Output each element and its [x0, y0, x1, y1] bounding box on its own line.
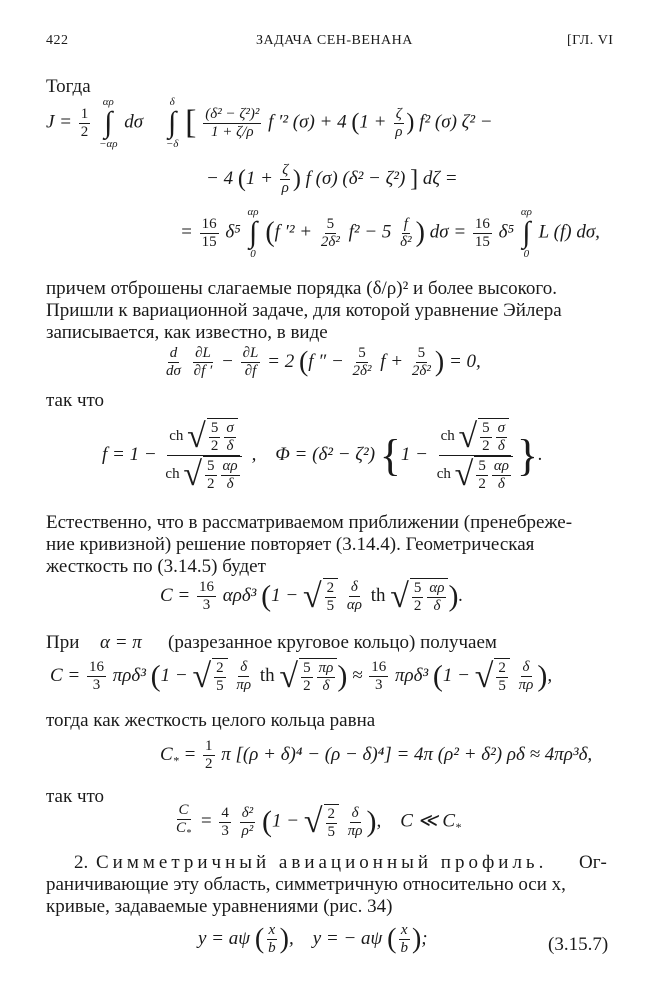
- chapter-label: [ГЛ. VI: [567, 33, 614, 48]
- paragraph-togda: Тогда: [46, 76, 91, 97]
- equation-solution: f = 1 − ch √ $\frac{5}{2}$ $\frac{\sigma}{\delta}$ ch √ $\frac{5}{2}$ $\frac{\alpha\rho}{\delta}$ , Φ = (δ² − ζ²) {1 − ch √ $\frac{5}{2}$ $\frac{\sigma}{\delta}$ ch √ $\frac{5}{2}$ $\frac{\alpha\rho}{\delta}$ }.: [102, 417, 543, 493]
- paragraph-1-line1: причем отброшены слагаемые порядка (δ/ρ)² и более высокого.: [46, 278, 557, 299]
- paragraph-3-c: (разрезанное круговое кольцо) получаем: [168, 632, 497, 653]
- paragraph-tak-chto-2: так что: [46, 786, 105, 807]
- paragraph-5-line3: кривые, задаваемые уравнениями (рис. 34): [46, 896, 393, 917]
- paragraph-5-b: Симметричный авиационный профиль.: [96, 852, 548, 873]
- paragraph-2-line1: Естественно, что в рассматриваемом приближении (пренебреже-: [46, 512, 573, 533]
- paragraph-3-b: α = π: [100, 632, 142, 653]
- paragraph-1-line2: Пришли к вариационной задаче, для которой уравнение Эйлера: [46, 300, 562, 321]
- paragraph-5-line2: раничивающие эту область, симметричную относительно оси x,: [46, 874, 566, 895]
- equation-profile: y = aψ ( $\frac{x}{b}$ ), y = − aψ ( $\frac{x}{b}$ );: [198, 922, 428, 956]
- paragraph-2-line3: жесткость по (3.14.5) будет: [46, 556, 266, 577]
- paragraph-4: тогда как жесткость целого кольца равна: [46, 710, 376, 731]
- equation-ratio: $\frac{C}{C_*}$ = $\frac{4}{3}$ $\frac{\text{δ²}}{\text{ρ²}}$ (1 − √ $\frac{2}{5}$ $\frac{\delta}{\pi\rho}$ ), C ≪ $C_*$: [176, 802, 462, 840]
- paragraph-5-a: 2.: [74, 852, 89, 873]
- equation-j-line3: = $\frac{16}{15}$ δ⁵ αρ ∫ 0 (f ′² + $\frac{5}{\text{2δ²}}$ f² − 5 $\frac{f}{\text{δ²}}$ ) dσ = $\frac{16}{15}$ δ⁵ αρ ∫ 0 L (f) dσ,: [180, 206, 600, 260]
- paragraph-tak-chto-1: так что: [46, 390, 105, 411]
- paragraph-3-a: При: [46, 632, 80, 653]
- equation-cut-ring: C = $\frac{16}{3}$ πρδ³ (1 − √ $\frac{2}{5}$ $\frac{\delta}{\pi\rho}$ th √ $\frac{5}{2}$ $\frac{\pi\rho}{\delta}$ ) ≈ $\frac{16}{3}$ πρδ³ (1 − √ $\frac{2}{5}$ $\frac{\delta}{\pi\rho}$ ),: [50, 657, 553, 695]
- equation-euler: $\frac{d}{d\sigma}$ $\frac{\partial L}{\partial f '}$ − $\frac{\partial L}{\partial f}$ = 2 (f ″ − $\frac{5}{\text{2δ²}}$ f + $\frac{5}{\text{2δ²}}$ ) = 0,: [166, 345, 481, 379]
- paragraph-1-line3: записывается, как известно, в виде: [46, 322, 328, 343]
- paragraph-5-c: Ог-: [579, 852, 607, 873]
- running-title: ЗАДАЧА СЕН-ВЕНАНА: [256, 33, 413, 48]
- paragraph-2-line2: ние кривизной) решение повторяет (3.14.4). Геометрическая: [46, 534, 535, 555]
- equation-j-line2: − 4 (1 + $\frac{\zeta}{\rho}$ ) f (σ) (δ² − ζ²) ] dζ =: [206, 162, 458, 196]
- equation-number: (3.15.7): [548, 934, 609, 955]
- equation-whole-ring: $C_*$ = $\frac{1}{2}$ π [(ρ + δ)⁴ − (ρ − δ)⁴] = 4π (ρ² + δ²) ρδ ≈ 4πρ³δ,: [160, 738, 593, 772]
- equation-j-line1: J = $\frac{1}{2}$ αρ ∫ −αρ dσ δ ∫ −δ [ $\frac{\text{(δ² − ζ²)²}}{1 + \zeta/\rho}$ f ′² (σ) + 4 (1 + $\frac{\zeta}{\rho}$ ) f² (σ) ζ² −: [46, 96, 493, 150]
- equation-stiffness: C = $\frac{16}{3}$ αρδ³ (1 − √ $\frac{2}{5}$ $\frac{\delta}{\alpha\rho}$ th √ $\frac{5}{2}$ $\frac{\alpha\rho}{\delta}$ ).: [160, 577, 464, 615]
- page-number: 422: [46, 33, 69, 48]
